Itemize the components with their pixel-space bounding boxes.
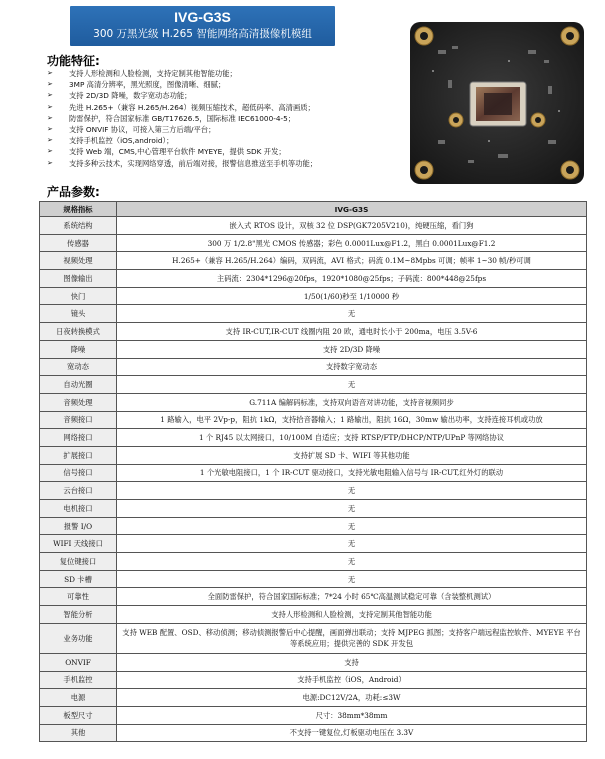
spec-label: 系统结构 <box>40 217 117 235</box>
params-title: 产品参数: <box>47 185 100 199</box>
spec-label: 电源 <box>40 689 117 707</box>
spec-value: 支持 2D/3D 降噪 <box>117 340 587 358</box>
spec-row <box>40 411 587 429</box>
spec-row <box>40 724 587 742</box>
feature-text: 防雷保护，符合国家标准 GB/T17626.5，国际标准 IEC61000-4-5； <box>69 113 296 123</box>
spec-value: 嵌入式 RTOS 设计，双核 32 位 DSP(GK7205V210)，纯硬压缩，看门狗 <box>117 217 587 235</box>
spec-table <box>39 201 587 742</box>
spec-row <box>40 706 587 724</box>
bullet-arrow-icon: ➢ <box>47 69 53 77</box>
bullet-arrow-icon: ➢ <box>47 113 53 122</box>
feature-text: 支持 Web 端，CMS,中心管理平台软件 MYEYE，提供 SDK 开发； <box>69 147 286 157</box>
spec-label: 降噪 <box>40 340 117 358</box>
feature-text: 3MP 高清分辨率，黑光照度，图像清晰、细腻； <box>69 80 226 90</box>
bullet-arrow-icon: ➢ <box>47 158 53 167</box>
bullet-arrow-icon: ➢ <box>47 91 53 100</box>
spec-row <box>40 446 587 464</box>
spec-label: 音频接口 <box>40 411 117 429</box>
spec-row <box>40 217 587 235</box>
feature-item <box>47 146 407 157</box>
spec-value: 无 <box>117 376 587 394</box>
spec-label: 图像输出 <box>40 270 117 288</box>
spec-label: 复位键接口 <box>40 553 117 571</box>
feature-text: 支持多种云技术，实现网络穿透，前后端对接，报警信息推送至手机等功能； <box>69 158 318 168</box>
spec-label: 可靠性 <box>40 588 117 606</box>
spec-label: 扩展接口 <box>40 446 117 464</box>
feature-text: 支持 2D/3D 降噪，数字宽动态功能； <box>69 91 192 101</box>
spec-row <box>40 517 587 535</box>
spec-value: 支持 WEB 配置、OSD、移动侦测；移动侦测报警后中心提醒，画面弹出联动；支持 MJPEG 抓图；支持客户端远程监控软件、MYEYE 平台等系统应用；提供完善的 SDK 开发包 <box>117 623 587 653</box>
bullet-arrow-icon: ➢ <box>47 80 53 89</box>
spec-value: 1 个 RJ45 以太网接口，10/100M 自适应；支持 RTSP/FTP/DHCP/NTP/UPnP 等网络协议 <box>117 429 587 447</box>
spec-row <box>40 305 587 323</box>
spec-value: 1/50(1/60)秒至 1/10000 秒 <box>117 287 587 305</box>
feature-text: 支持人形检测和人脸检测，支持定制其他智能功能； <box>69 69 237 78</box>
spec-value: 无 <box>117 482 587 500</box>
feature-item <box>47 102 407 113</box>
spec-label: ONVIF <box>40 653 117 671</box>
spec-value: 支持数字宽动态 <box>117 358 587 376</box>
spec-row <box>40 500 587 518</box>
spec-label: 网络接口 <box>40 429 117 447</box>
spec-value: 支持 <box>117 653 587 671</box>
spec-row <box>40 535 587 553</box>
feature-text: 支持 ONVIF 协议，可接入第三方后端/平台； <box>69 124 216 134</box>
spec-row <box>40 340 587 358</box>
spec-value: 300 万 1/2.8"黑光 CMOS 传感器；彩色 0.0001Lux@F1.2，黑白 0.0001Lux@F1.2 <box>117 234 587 252</box>
title-banner <box>70 6 335 46</box>
spec-row <box>40 588 587 606</box>
spec-value: 不支持一键复位,灯板驱动电压在 3.3V <box>117 724 587 742</box>
spec-row <box>40 553 587 571</box>
features-title: 功能特征: <box>47 54 100 68</box>
spec-row <box>40 464 587 482</box>
spec-row <box>40 689 587 707</box>
spec-value: 支持手机监控（iOS，Android） <box>117 671 587 689</box>
spec-label: 板型尺寸 <box>40 706 117 724</box>
spec-row <box>40 323 587 341</box>
spec-label: 业务功能 <box>40 623 117 653</box>
spec-value: 无 <box>117 305 587 323</box>
feature-item <box>47 90 407 101</box>
product-model: IVG-G3S <box>174 9 231 25</box>
spec-row <box>40 671 587 689</box>
spec-row <box>40 234 587 252</box>
feature-item <box>47 135 407 146</box>
spec-row <box>40 393 587 411</box>
spec-header-model: IVG-G3S <box>117 202 587 217</box>
spec-label: 电机接口 <box>40 500 117 518</box>
spec-header-label: 规格指标 <box>40 202 117 217</box>
spec-value: G.711A 编解码标准，支持双向语音对讲功能，支持音视频同步 <box>117 393 587 411</box>
spec-label: 报警 I/O <box>40 517 117 535</box>
spec-row <box>40 482 587 500</box>
spec-row <box>40 570 587 588</box>
feature-item <box>47 79 407 90</box>
spec-value: 支持 IR-CUT,IR-CUT 线圈内阻 20 欧，通电时长小于 200ma，电压 3.5V-6 <box>117 323 587 341</box>
spec-label: 快门 <box>40 287 117 305</box>
product-subtitle: 300 万黑光级 H.265 智能网络高清摄像机模组 <box>93 28 312 40</box>
spec-row <box>40 606 587 624</box>
spec-value: 无 <box>117 517 587 535</box>
spec-label: 日夜转换模式 <box>40 323 117 341</box>
spec-label: 信号接口 <box>40 464 117 482</box>
spec-value: 1 路输入，电平 2Vp-p，阻抗 1kΩ，支持拾音器输入；1 路输出，阻抗 16Ω，30mw 输出功率，支持连接耳机或功放 <box>117 411 587 429</box>
spec-label: SD 卡槽 <box>40 570 117 588</box>
spec-value: 全面防雷保护，符合国家国际标准；7*24 小时 65℃高温测试稳定可靠（含装整机测试） <box>117 588 587 606</box>
spec-row <box>40 623 587 653</box>
spec-label: 镜头 <box>40 305 117 323</box>
spec-label: 宽动态 <box>40 358 117 376</box>
feature-item <box>47 113 407 124</box>
spec-value: 主码流：2304*1296@20fps，1920*1080@25fps；子码流：800*448@25fps <box>117 270 587 288</box>
spec-value: 支持人形检测和人脸检测，支持定制其他智能功能 <box>117 606 587 624</box>
spec-value: 支持扩展 SD 卡、WIFI 等其他功能 <box>117 446 587 464</box>
spec-value: H.265+（兼容 H.265/H.264）编码，双码流，AVI 格式；码流 0.1M~8Mpbs 可调；帧率 1~30 帧/秒可调 <box>117 252 587 270</box>
spec-label: 自动光圈 <box>40 376 117 394</box>
spec-row <box>40 653 587 671</box>
bullet-arrow-icon: ➢ <box>47 147 53 156</box>
spec-row <box>40 270 587 288</box>
spec-row <box>40 287 587 305</box>
spec-label: 其他 <box>40 724 117 742</box>
spec-label: 传感器 <box>40 234 117 252</box>
feature-text: 支持手机监控（iOS,android）； <box>69 136 174 146</box>
spec-row <box>40 429 587 447</box>
spec-value: 尺寸：38mm*38mm <box>117 706 587 724</box>
spec-label: 视频处理 <box>40 252 117 270</box>
spec-label: WIFI 天线接口 <box>40 535 117 553</box>
bullet-arrow-icon: ➢ <box>47 102 53 111</box>
spec-value: 无 <box>117 535 587 553</box>
spec-row <box>40 252 587 270</box>
bullet-arrow-icon: ➢ <box>47 124 53 133</box>
spec-value: 无 <box>117 500 587 518</box>
spec-label: 手机监控 <box>40 671 117 689</box>
spec-label: 智能分析 <box>40 606 117 624</box>
spec-value: 无 <box>117 570 587 588</box>
spec-label: 云台接口 <box>40 482 117 500</box>
spec-row <box>40 376 587 394</box>
camera-module-photo <box>408 20 586 186</box>
features-list <box>47 68 407 169</box>
spec-value: 电源:DC12V/2A，功耗:≤3W <box>117 689 587 707</box>
bullet-arrow-icon: ➢ <box>47 136 53 145</box>
spec-value: 1 个光敏电阻接口，1 个 IR-CUT 驱动接口，支持光敏电阻输入信号与 IR-CUT,红外灯的联动 <box>117 464 587 482</box>
feature-text: 先进 H.265+（兼容 H.265/H.264）视频压缩技术，超低码率、高清画质； <box>69 102 315 112</box>
feature-item <box>47 124 407 135</box>
feature-item <box>47 158 407 169</box>
feature-item <box>47 68 407 79</box>
spec-row <box>40 358 587 376</box>
spec-value: 无 <box>117 553 587 571</box>
spec-label: 音频处理 <box>40 393 117 411</box>
